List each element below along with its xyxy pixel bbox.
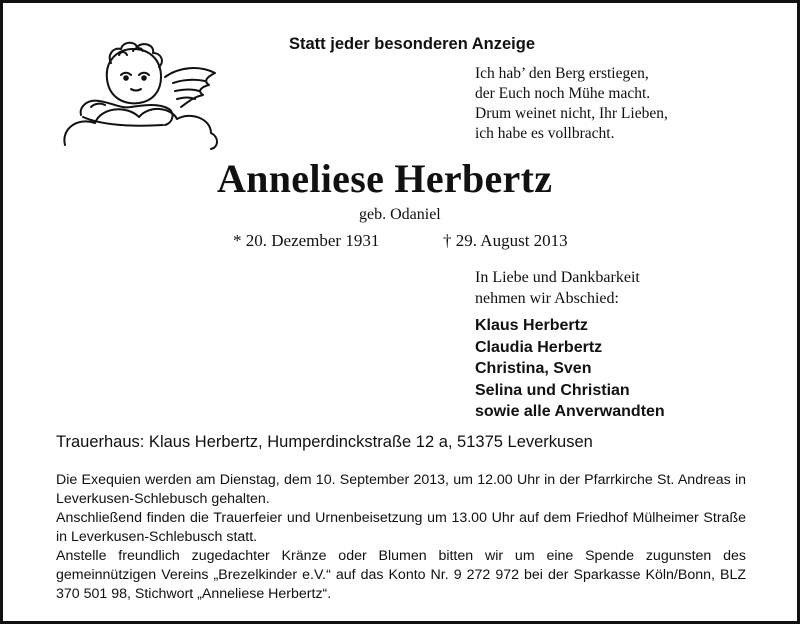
poem xyxy=(475,64,668,144)
cherub-angel-icon xyxy=(61,33,231,153)
mourner-name: Christina, Sven xyxy=(475,360,592,377)
details-paragraph: Anschließend finden die Trauerfeier und Urnenbeisetzung um 13.00 Uhr auf dem Friedhof Mülheimer Straße in Leverkusen-Schlebusch statt. xyxy=(56,510,746,545)
notice-header: Statt jeder besonderen Anzeige xyxy=(289,35,536,53)
details-paragraph: Anstelle freundlich zugedachter Kränze oder Blumen bitten wir um eine Spende zugunsten des gemeinnützigen Vereins „Brezelkinder e.V.“ auf das Konto Nr. 9 272 972 bei der Sparkasse Köln/Bonn, BLZ 370 501 98, Stichwort „Anneliese Herbertz“. xyxy=(56,548,746,602)
deceased-name: Anneliese Herbertz xyxy=(217,156,553,201)
poem-line: ich habe es vollbracht. xyxy=(475,125,615,142)
farewell-line: nehmen wir Abschied: xyxy=(475,290,619,307)
mourner-name: Claudia Herbertz xyxy=(475,338,603,356)
mourners-list xyxy=(475,315,665,423)
mourner-name: Selina und Christian xyxy=(475,381,630,399)
farewell-text xyxy=(475,267,640,309)
details-paragraph: Die Exequien werden am Dienstag, dem 10. September 2013, um 12.00 Uhr in der Pfarrkirche St. Andreas in Leverkusen-Schlebusch gehalten. xyxy=(56,472,746,507)
poem-line: Ich hab’ den Berg erstiegen, xyxy=(475,65,649,82)
mourner-name: Klaus Herbertz xyxy=(475,317,588,334)
poem-line: der Euch noch Mühe macht. xyxy=(475,85,651,102)
farewell-line: In Liebe und Dankbarkeit xyxy=(475,269,640,286)
birth-date: * 20. Dezember 1931 xyxy=(233,231,380,250)
birth-name: geb. Odaniel xyxy=(359,206,441,223)
death-date: † 29. August 2013 xyxy=(443,231,568,250)
ceremony-details xyxy=(56,471,746,604)
mourning-house-address: Trauerhaus: Klaus Herbertz, Humperdinckstraße 12 a, 51375 Leverkusen xyxy=(56,433,593,451)
mourner-name: sowie alle Anverwandten xyxy=(475,403,665,420)
poem-line: Drum weinet nicht, Ihr Lieben, xyxy=(475,105,668,122)
